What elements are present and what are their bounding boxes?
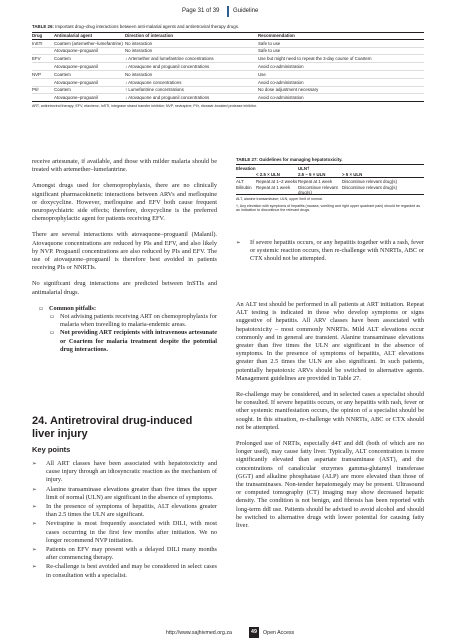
table-27-footnote: †, Any elevation with symptoms of hepatitis (nausea, vomiting and right upper quadrant pain) should be regarded as an indication to discontinue the relevant drugs. — [236, 203, 420, 212]
table-row: Atovaquone–proguanil ↓ Atovaquone and proguanil concentrations Avoid co-administration — [32, 94, 424, 102]
list-item: ➢ All ART classes have been associated with hepatotoxicity and cause injury through an idiosyncratic reaction as the mechanism of injury. — [32, 460, 217, 484]
list-item: ➢ Re-challenge is best avoided and may be considered in select cases in consultation with a specialist. — [32, 563, 217, 579]
right-bullet: ➢ If severe hepatitis occurs, or any hepatitis together with a rash, fever or systemic reaction occurs, then re-challenge with NNRTIs, ABC or CTX should not be attempted. — [236, 239, 424, 263]
table-header-cell: Recommendation — [258, 33, 295, 39]
paragraph: Prolonged use of NRTIs, especially d4T and ddI (both of which are no longer used), may cause fatty liver. Typically, ALT concentration is more significantly elevated than aspartate transaminase (AST), and the concentrations of canalicular enzymes gamma-glutamyl transferase (GGT) and alkaline phosphatase (ALP) are more elevated than those of the transaminases. Non-tender hepatomegaly may be present. Ultrasound or computed tomography (CT) imaging may show decreased hepatic density. The condition is not benign, and fibrosis has been reported with long-term ddI use. Patients should be advised to avoid alcohol and should be switched to alternative drugs with lower potential for causing fatty liver. — [236, 440, 424, 530]
list-item: ➢ Alanine transaminase elevations greater than five times the upper limit of normal (ULN) are significant in the absence of symptoms. — [32, 485, 217, 501]
table-27 — [236, 157, 424, 213]
list-item: ➢ Patients on EFV may present with a delayed DILI many months after commencing therapy. — [32, 546, 217, 562]
pitfall-item: ▫ Not advising patients receiving ART on chemoprophylaxis for malaria when travelling to malaria-endemic areas. — [50, 313, 217, 329]
right-column — [236, 301, 424, 538]
arrow-bullet-icon: ➢ — [32, 504, 37, 511]
key-points-list — [32, 460, 217, 581]
left-column — [32, 158, 217, 362]
paragraph: Amongst drugs used for chemoprophylaxis, there are no clinically significant pharmacokinetic interactions between ARVs and mefloquine or doxycycline. However, mefloquine and EFV both cause frequent neuropsychiatric side effects; therefore, doxycycline is the preferred chemoprophylactic agent for patients receiving EFV. — [32, 182, 217, 223]
bullet-icon: ▫ — [50, 330, 54, 337]
table-header-row — [32, 32, 424, 40]
table-26-caption: TABLE 26: Important drug–drug interactions between anti-malarial agents and antiretroviral therapy drugs. — [32, 24, 240, 29]
table-header-row: Elevation ULN† — [236, 164, 424, 171]
paragraph: receive artesunate, if available, and those with milder malaria should be treated with artemether–lumefantrine. — [32, 158, 217, 174]
table-header-cell: Direction of interaction — [125, 33, 174, 39]
table-row: InSTI Coartem (artemether–lumefantrine) No interaction Safe to use — [32, 40, 424, 48]
arrow-bullet-icon: ➢ — [32, 564, 37, 571]
section-title: 24. Antiretroviral drug-induced liver injury — [32, 415, 193, 440]
paragraph: No significant drug interactions are predicted between InSTIs and antimalarial drugs. — [32, 280, 217, 296]
page-footer — [0, 627, 453, 639]
table-row: PI/r Coartem ↑ Lumefantrine concentrations No dose adjustment necessary — [32, 87, 424, 95]
paragraph: There are several interactions with atovaquone–proguanil (Malanil). Atovaquone concentrations are reduced by PIs and EFV, and also likely by NVP. Proguanil concentrations are also reduced by PIs and EFV. The use of atovaquone–proguanil is therefore best avoided in patients receiving PIs or NNRTIs. — [32, 231, 217, 272]
page-indicator: Page 31 of 39 — [182, 8, 220, 14]
key-points-heading: Key points — [32, 445, 71, 454]
paragraph: An ALT test should be performed in all patients at ART initiation. Repeat ALT testing is indicated in those who develop symptoms or signs suggestive of hepatitis. All ARV classes have been associated with hepatotoxicity – most commonly NNRTIs. Mild ALT elevations occur commonly and in general are transient. Alanine transaminase elevations greater than five times the ULN are significant in the absence of symptoms. In the presence of symptoms of hepatitis, ALT elevations greater than 2.5 times the ULN are also significant. In such patients, potentially hepatotoxic ARVs should be switched to alternative agents. Management guidelines are provided in Table 27. — [236, 301, 424, 382]
pitfalls-title: Common pitfalls: — [49, 304, 97, 312]
journal-url-link[interactable]: http://www.sajhivmed.org.za — [166, 630, 232, 636]
table-row: Bilirubin Repeat at 1 week Discontinue relevant drug(s) Discontinue relevant drug(s) — [236, 185, 424, 195]
page-number: 49 — [249, 627, 259, 638]
pitfall-item: ▫ Not providing ART recipients with intravenous artesunate or Coartem for malaria treatment despite the potential drug interactions. — [50, 329, 217, 353]
arrow-bullet-icon: ➢ — [32, 521, 37, 528]
table-row: ALT Repeat at 1–2 weeks Repeat at 1 week Discontinue relevant drug(s) — [236, 179, 397, 184]
table-26 — [32, 24, 424, 108]
table-header-cell: Drug — [32, 33, 43, 39]
arrow-bullet-icon: ➢ — [236, 240, 241, 246]
table-27-footnote: ALT, alanine transaminase; ULN, upper limit of normal. — [236, 197, 323, 201]
table-row: Atovaquone–proguanil No interaction Safe to use — [32, 48, 424, 56]
open-access-label: Open Access — [263, 630, 295, 636]
list-item: ➢ Nevirapine is most frequently associated with DILI, with most cases occurring in the first few months after initiation. We no longer recommend NVP initiation. — [32, 520, 217, 544]
table-26-footnote: ART, antiretroviral therapy; EFV, efavirenz; InSTI, integrase strand transfer inhibitor; NVP, nevirapine; PI/r, ritonavir-boosted protease inhibitor. — [32, 104, 257, 109]
common-pitfalls — [32, 305, 217, 354]
arrow-bullet-icon: ➢ — [32, 461, 37, 467]
arrow-bullet-icon: ➢ — [32, 486, 37, 493]
paragraph: Re-challenge may be considered, and in selected cases a specialist should be consulted. If severe hepatitis occurs, or any hepatitis with rash, fever or other systemic manifestation occurs, the opinion of a specialist should be sought. In this situation, re-challenge with NNRTIs, ABC or CTX should not be attempted. — [236, 391, 424, 431]
table-row: Atovaquone–proguanil ↓ Atovaquone concentrations Avoid co-administration — [32, 79, 424, 87]
page-header — [0, 6, 453, 18]
table-27-caption: TABLE 27: Guidelines for managing hepatotoxicity. — [236, 157, 343, 162]
table-row: EFV Coartem ↓ Artemether and lumefantrine concentrations Use but might need to repeat the 3-day course of Coartem — [32, 55, 424, 63]
header-section-label: Guideline — [233, 8, 259, 14]
table-row: NVP Coartem No interaction Use — [32, 71, 424, 79]
bullet-icon: ▫ — [50, 314, 54, 321]
arrow-bullet-icon: ➢ — [32, 547, 37, 554]
table-header-cell: Antimalarial agent — [54, 33, 93, 39]
bullet-icon: ▫ — [39, 305, 43, 312]
table-header-row: < 2.5 × ULN 2.5 – 5 × ULN > 5 × ULN — [236, 171, 424, 178]
header-divider — [227, 6, 229, 17]
table-row: Atovaquone–proguanil ↓ Atovaquone and proguanil concentrations Avoid co-administration — [32, 63, 424, 71]
list-item: ➢ In the presence of symptoms of hepatitis, ALT elevations greater than 2.5 times the ULN are significant. — [32, 503, 217, 519]
